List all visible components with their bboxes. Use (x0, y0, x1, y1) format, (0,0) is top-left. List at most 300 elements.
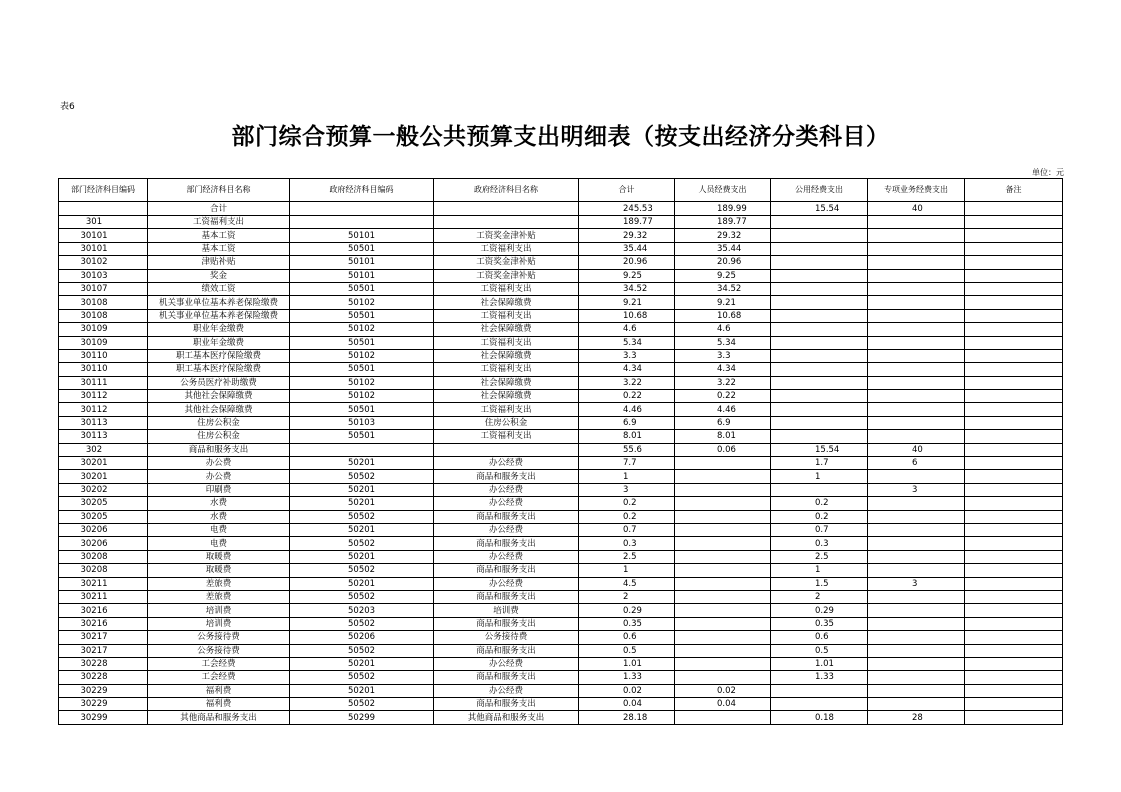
dept-code-cell: 30217 (59, 644, 148, 657)
col-header-dept-code: 部门经济科目编码 (59, 179, 148, 202)
public-cell: 2.5 (771, 550, 868, 563)
total-cell: 0.2 (579, 497, 675, 510)
dept-name-cell: 电费 (148, 537, 290, 550)
public-cell (771, 684, 868, 697)
gov-name-cell: 工资奖金津补贴 (434, 269, 579, 282)
table-row (59, 443, 1063, 456)
gov-code-cell (290, 216, 434, 229)
gov-name-cell (434, 202, 579, 216)
personnel-cell: 34.52 (675, 282, 771, 295)
total-cell: 9.21 (579, 296, 675, 309)
table-row (59, 590, 1063, 603)
total-cell: 0.29 (579, 604, 675, 617)
gov-name-cell: 工资福利支出 (434, 282, 579, 295)
gov-code-cell: 50102 (290, 376, 434, 389)
gov-code-cell: 50101 (290, 256, 434, 269)
total-cell: 0.22 (579, 390, 675, 403)
public-cell: 0.3 (771, 537, 868, 550)
col-header-dept-name: 部门经济科目名称 (148, 179, 290, 202)
public-cell (771, 698, 868, 711)
total-cell: 29.32 (579, 229, 675, 242)
dept-code-cell: 30102 (59, 256, 148, 269)
personnel-cell (675, 470, 771, 483)
personnel-cell (675, 550, 771, 563)
col-header-special: 专项业务经费支出 (868, 179, 965, 202)
public-cell: 0.29 (771, 604, 868, 617)
dept-code-cell: 30229 (59, 684, 148, 697)
dept-code-cell: 30109 (59, 336, 148, 349)
special-cell (868, 617, 965, 630)
total-cell: 0.6 (579, 631, 675, 644)
remarks-cell (965, 577, 1063, 590)
gov-code-cell: 50201 (290, 657, 434, 670)
header-row (59, 179, 1063, 202)
gov-name-cell: 商品和服务支出 (434, 510, 579, 523)
special-cell: 3 (868, 483, 965, 496)
gov-name-cell: 办公经费 (434, 550, 579, 563)
table-row (59, 523, 1063, 536)
total-cell: 1 (579, 470, 675, 483)
gov-code-cell (290, 443, 434, 456)
personnel-cell (675, 711, 771, 724)
total-row (59, 202, 1063, 216)
public-cell (771, 430, 868, 443)
table-row (59, 550, 1063, 563)
remarks-cell (965, 403, 1063, 416)
gov-code-cell: 50102 (290, 323, 434, 336)
gov-code-cell: 50201 (290, 523, 434, 536)
gov-code-cell: 50501 (290, 242, 434, 255)
dept-code-cell: 30205 (59, 510, 148, 523)
special-cell (868, 523, 965, 536)
special-cell (868, 282, 965, 295)
table-row (59, 309, 1063, 322)
remarks-cell (965, 323, 1063, 336)
table-row (59, 349, 1063, 362)
public-cell: 1.33 (771, 671, 868, 684)
gov-name-cell: 商品和服务支出 (434, 698, 579, 711)
special-cell: 6 (868, 457, 965, 470)
gov-code-cell: 50101 (290, 269, 434, 282)
dept-code-cell: 30110 (59, 363, 148, 376)
personnel-cell (675, 523, 771, 536)
dept-code-cell: 30101 (59, 229, 148, 242)
gov-code-cell: 50501 (290, 363, 434, 376)
total-cell: 9.25 (579, 269, 675, 282)
gov-code-cell: 50502 (290, 590, 434, 603)
dept-name-cell: 其他社会保障缴费 (148, 403, 290, 416)
special-cell (868, 269, 965, 282)
dept-code-cell: 30101 (59, 242, 148, 255)
personnel-cell (675, 604, 771, 617)
personnel-cell: 4.6 (675, 323, 771, 336)
public-cell: 1.7 (771, 457, 868, 470)
gov-code-cell: 50201 (290, 497, 434, 510)
dept-name-cell: 工会经费 (148, 671, 290, 684)
gov-code-cell: 50201 (290, 550, 434, 563)
remarks-cell (965, 202, 1063, 216)
remarks-cell (965, 698, 1063, 711)
dept-code-cell (59, 202, 148, 216)
special-cell (868, 296, 965, 309)
remarks-cell (965, 671, 1063, 684)
personnel-cell (675, 577, 771, 590)
dept-name-cell: 公务接待费 (148, 644, 290, 657)
dept-name-cell: 公务员医疗补助缴费 (148, 376, 290, 389)
total-cell: 2 (579, 590, 675, 603)
personnel-cell: 5.34 (675, 336, 771, 349)
special-cell (868, 376, 965, 389)
dept-name-cell: 差旅费 (148, 577, 290, 590)
col-header-total: 合计 (579, 179, 675, 202)
gov-name-cell: 社会保障缴费 (434, 349, 579, 362)
dept-code-cell: 30228 (59, 671, 148, 684)
dept-name-cell: 机关事业单位基本养老保险缴费 (148, 309, 290, 322)
gov-name-cell (434, 216, 579, 229)
col-header-gov-code: 政府经济科目编码 (290, 179, 434, 202)
public-cell: 15.54 (771, 443, 868, 456)
special-cell (868, 550, 965, 563)
dept-name-cell: 培训费 (148, 617, 290, 630)
dept-code-cell: 30112 (59, 390, 148, 403)
gov-name-cell: 其他商品和服务支出 (434, 711, 579, 724)
gov-code-cell: 50103 (290, 416, 434, 429)
total-cell: 55.6 (579, 443, 675, 456)
gov-code-cell: 50501 (290, 403, 434, 416)
gov-name-cell: 商品和服务支出 (434, 644, 579, 657)
special-cell (868, 323, 965, 336)
personnel-cell: 9.25 (675, 269, 771, 282)
personnel-cell: 35.44 (675, 242, 771, 255)
gov-code-cell: 50501 (290, 282, 434, 295)
total-cell: 0.3 (579, 537, 675, 550)
gov-code-cell: 50501 (290, 336, 434, 349)
unit-label: 单位：元 (1032, 168, 1064, 177)
personnel-cell: 4.46 (675, 403, 771, 416)
table-row (59, 604, 1063, 617)
gov-code-cell: 50502 (290, 510, 434, 523)
personnel-cell (675, 537, 771, 550)
personnel-cell (675, 590, 771, 603)
remarks-cell (965, 296, 1063, 309)
dept-name-cell: 住房公积金 (148, 430, 290, 443)
total-cell: 245.53 (579, 202, 675, 216)
public-cell (771, 349, 868, 362)
gov-name-cell: 工资福利支出 (434, 242, 579, 255)
total-cell: 189.77 (579, 216, 675, 229)
col-header-remarks: 备注 (965, 179, 1063, 202)
public-cell (771, 416, 868, 429)
col-header-personnel: 人员经费支出 (675, 179, 771, 202)
dept-name-cell: 住房公积金 (148, 416, 290, 429)
gov-code-cell: 50299 (290, 711, 434, 724)
personnel-cell (675, 497, 771, 510)
dept-code-cell: 30216 (59, 617, 148, 630)
page-title: 部门综合预算一般公共预算支出明细表（按支出经济分类科目） (231, 123, 890, 150)
dept-code-cell: 302 (59, 443, 148, 456)
remarks-cell (965, 564, 1063, 577)
total-cell: 4.34 (579, 363, 675, 376)
gov-code-cell: 50502 (290, 671, 434, 684)
gov-code-cell: 50502 (290, 644, 434, 657)
remarks-cell (965, 617, 1063, 630)
gov-code-cell: 50206 (290, 631, 434, 644)
dept-name-cell: 基本工资 (148, 229, 290, 242)
gov-code-cell: 50101 (290, 229, 434, 242)
dept-name-cell: 取暖费 (148, 564, 290, 577)
table-row (59, 216, 1063, 229)
special-cell: 40 (868, 202, 965, 216)
gov-name-cell: 商品和服务支出 (434, 537, 579, 550)
special-cell (868, 309, 965, 322)
dept-code-cell: 30109 (59, 323, 148, 336)
table-row (59, 229, 1063, 242)
public-cell: 0.6 (771, 631, 868, 644)
dept-name-cell: 办公费 (148, 470, 290, 483)
personnel-cell: 0.02 (675, 684, 771, 697)
personnel-cell (675, 671, 771, 684)
special-cell (868, 590, 965, 603)
table-row (59, 711, 1063, 724)
special-cell (868, 390, 965, 403)
gov-name-cell: 社会保障缴费 (434, 323, 579, 336)
table-row (59, 564, 1063, 577)
public-cell: 0.35 (771, 617, 868, 630)
public-cell: 1.5 (771, 577, 868, 590)
table-row (59, 376, 1063, 389)
gov-name-cell: 工资福利支出 (434, 403, 579, 416)
remarks-cell (965, 349, 1063, 362)
gov-code-cell: 50203 (290, 604, 434, 617)
public-cell (771, 403, 868, 416)
special-cell: 40 (868, 443, 965, 456)
gov-name-cell: 工资福利支出 (434, 309, 579, 322)
remarks-cell (965, 510, 1063, 523)
special-cell (868, 510, 965, 523)
table-row (59, 644, 1063, 657)
gov-code-cell: 50102 (290, 349, 434, 362)
public-cell: 0.2 (771, 497, 868, 510)
dept-code-cell: 30229 (59, 698, 148, 711)
dept-code-cell: 30206 (59, 523, 148, 536)
gov-name-cell: 商品和服务支出 (434, 590, 579, 603)
table-row (59, 617, 1063, 630)
dept-name-cell: 差旅费 (148, 590, 290, 603)
total-cell: 35.44 (579, 242, 675, 255)
col-header-gov-name: 政府经济科目名称 (434, 179, 579, 202)
table-row (59, 457, 1063, 470)
total-cell: 2.5 (579, 550, 675, 563)
public-cell: 0.2 (771, 510, 868, 523)
special-cell (868, 216, 965, 229)
public-cell (771, 309, 868, 322)
gov-name-cell: 商品和服务支出 (434, 671, 579, 684)
remarks-cell (965, 430, 1063, 443)
total-cell: 0.7 (579, 523, 675, 536)
personnel-cell (675, 510, 771, 523)
dept-name-cell: 津贴补贴 (148, 256, 290, 269)
dept-code-cell: 30211 (59, 590, 148, 603)
personnel-cell: 3.3 (675, 349, 771, 362)
dept-code-cell: 30108 (59, 309, 148, 322)
special-cell (868, 497, 965, 510)
col-header-public: 公用经费支出 (771, 179, 868, 202)
remarks-cell (965, 282, 1063, 295)
table-row (59, 483, 1063, 496)
gov-code-cell: 50201 (290, 577, 434, 590)
personnel-cell: 0.04 (675, 698, 771, 711)
gov-code-cell: 50201 (290, 483, 434, 496)
total-cell: 3.22 (579, 376, 675, 389)
public-cell (771, 363, 868, 376)
personnel-cell (675, 644, 771, 657)
total-cell: 7.7 (579, 457, 675, 470)
dept-name-cell: 培训费 (148, 604, 290, 617)
dept-code-cell: 30211 (59, 577, 148, 590)
gov-code-cell (290, 202, 434, 216)
public-cell: 0.18 (771, 711, 868, 724)
gov-name-cell: 工资福利支出 (434, 336, 579, 349)
remarks-cell (965, 390, 1063, 403)
dept-name-cell: 工资福利支出 (148, 216, 290, 229)
remarks-cell (965, 631, 1063, 644)
remarks-cell (965, 336, 1063, 349)
special-cell (868, 631, 965, 644)
gov-name-cell: 商品和服务支出 (434, 617, 579, 630)
special-cell: 3 (868, 577, 965, 590)
dept-code-cell: 30205 (59, 497, 148, 510)
dept-name-cell: 商品和服务支出 (148, 443, 290, 456)
public-cell (771, 390, 868, 403)
dept-code-cell: 30107 (59, 282, 148, 295)
remarks-cell (965, 457, 1063, 470)
dept-name-cell: 其他商品和服务支出 (148, 711, 290, 724)
dept-code-cell: 30108 (59, 296, 148, 309)
dept-name-cell: 水费 (148, 497, 290, 510)
remarks-cell (965, 684, 1063, 697)
gov-name-cell: 办公经费 (434, 483, 579, 496)
total-cell: 5.34 (579, 336, 675, 349)
dept-code-cell: 301 (59, 216, 148, 229)
public-cell: 1.01 (771, 657, 868, 670)
gov-name-cell: 办公经费 (434, 657, 579, 670)
dept-code-cell: 30208 (59, 550, 148, 563)
table-row (59, 430, 1063, 443)
gov-name-cell: 办公经费 (434, 523, 579, 536)
table-row (59, 631, 1063, 644)
remarks-cell (965, 604, 1063, 617)
gov-code-cell: 50502 (290, 698, 434, 711)
dept-name-cell: 取暖费 (148, 550, 290, 563)
table-row (59, 510, 1063, 523)
remarks-cell (965, 416, 1063, 429)
dept-code-cell: 30201 (59, 457, 148, 470)
total-cell: 8.01 (579, 430, 675, 443)
public-cell (771, 323, 868, 336)
total-cell: 0.5 (579, 644, 675, 657)
table-row (59, 470, 1063, 483)
remarks-cell (965, 470, 1063, 483)
special-cell (868, 671, 965, 684)
dept-name-cell: 福利费 (148, 684, 290, 697)
remarks-cell (965, 590, 1063, 603)
personnel-cell (675, 631, 771, 644)
dept-code-cell: 30110 (59, 349, 148, 362)
public-cell (771, 229, 868, 242)
personnel-cell: 29.32 (675, 229, 771, 242)
remarks-cell (965, 269, 1063, 282)
public-cell (771, 296, 868, 309)
table-row (59, 657, 1063, 670)
total-cell: 28.18 (579, 711, 675, 724)
personnel-cell: 0.06 (675, 443, 771, 456)
personnel-cell (675, 617, 771, 630)
table-row (59, 671, 1063, 684)
remarks-cell (965, 363, 1063, 376)
gov-name-cell: 商品和服务支出 (434, 564, 579, 577)
remarks-cell (965, 644, 1063, 657)
dept-code-cell: 30299 (59, 711, 148, 724)
personnel-cell: 10.68 (675, 309, 771, 322)
gov-code-cell: 50502 (290, 617, 434, 630)
table-row (59, 537, 1063, 550)
special-cell (868, 644, 965, 657)
gov-code-cell: 50502 (290, 564, 434, 577)
table-row (59, 296, 1063, 309)
special-cell (868, 416, 965, 429)
remarks-cell (965, 711, 1063, 724)
special-cell: 28 (868, 711, 965, 724)
personnel-cell (675, 657, 771, 670)
dept-name-cell: 职业年金缴费 (148, 336, 290, 349)
personnel-cell: 4.34 (675, 363, 771, 376)
gov-name-cell: 办公经费 (434, 684, 579, 697)
special-cell (868, 604, 965, 617)
personnel-cell: 189.77 (675, 216, 771, 229)
personnel-cell: 0.22 (675, 390, 771, 403)
public-cell (771, 336, 868, 349)
table-row (59, 497, 1063, 510)
public-cell (771, 242, 868, 255)
dept-name-cell: 印刷费 (148, 483, 290, 496)
remarks-cell (965, 242, 1063, 255)
total-cell: 0.02 (579, 684, 675, 697)
dept-name-cell: 合计 (148, 202, 290, 216)
personnel-cell: 6.9 (675, 416, 771, 429)
personnel-cell: 9.21 (675, 296, 771, 309)
special-cell (868, 564, 965, 577)
total-cell: 0.2 (579, 510, 675, 523)
remarks-cell (965, 216, 1063, 229)
personnel-cell (675, 457, 771, 470)
dept-name-cell: 机关事业单位基本养老保险缴费 (148, 296, 290, 309)
table-row (59, 698, 1063, 711)
table-row (59, 336, 1063, 349)
dept-name-cell: 工会经费 (148, 657, 290, 670)
table-row (59, 684, 1063, 697)
public-cell: 1 (771, 470, 868, 483)
dept-code-cell: 30111 (59, 376, 148, 389)
gov-code-cell: 50501 (290, 309, 434, 322)
personnel-cell: 189.99 (675, 202, 771, 216)
public-cell (771, 216, 868, 229)
total-cell: 0.35 (579, 617, 675, 630)
table-row (59, 577, 1063, 590)
special-cell (868, 684, 965, 697)
gov-name-cell: 社会保障缴费 (434, 390, 579, 403)
dept-name-cell: 电费 (148, 523, 290, 536)
special-cell (868, 229, 965, 242)
